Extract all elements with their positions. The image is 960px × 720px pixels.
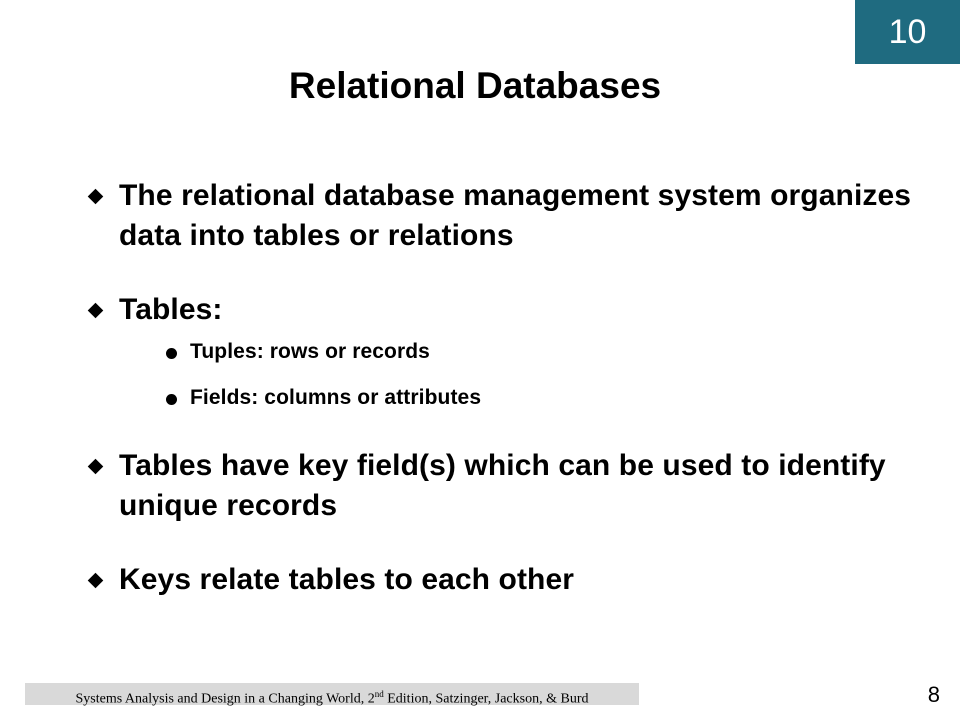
sub-bullet-item — [119, 384, 938, 412]
sub-bullet-text: Fields: columns or attributes — [190, 386, 482, 409]
sub-bullet-item — [119, 338, 938, 366]
diamond-bullet-icon — [88, 573, 104, 589]
diamond-bullet-icon — [88, 303, 104, 319]
bullet-text: Keys relate tables to each other — [119, 563, 575, 596]
dot-bullet-icon — [166, 348, 177, 359]
bullet-text: The relational database management system organizes data into tables or relations — [119, 179, 912, 252]
footer-text-before: Systems Analysis and Design in a Changing World, 2 — [75, 691, 375, 707]
footer-citation — [25, 683, 639, 705]
footer-text-after: Edition, Satzinger, Jackson, & Burd — [383, 691, 589, 707]
dot-bullet-icon — [166, 394, 177, 405]
page-number: 8 — [927, 682, 940, 707]
sub-bullet-list — [119, 338, 938, 412]
bullet-item — [88, 560, 938, 600]
bullet-item — [88, 446, 938, 526]
diamond-bullet-icon — [88, 189, 104, 205]
footer-superscript: nd — [374, 689, 384, 699]
bullet-item — [88, 290, 938, 412]
sub-bullet-text: Tuples: rows or records — [190, 340, 430, 363]
diamond-bullet-icon — [88, 459, 104, 475]
bullet-list — [88, 176, 938, 600]
bullet-item — [88, 176, 938, 256]
slide-title: Relational Databases — [288, 65, 662, 106]
bullet-text: Tables have key field(s) which can be used to identify unique records — [119, 449, 886, 522]
chapter-number-badge: 10 — [855, 0, 960, 64]
bullet-text: Tables: — [119, 293, 223, 326]
